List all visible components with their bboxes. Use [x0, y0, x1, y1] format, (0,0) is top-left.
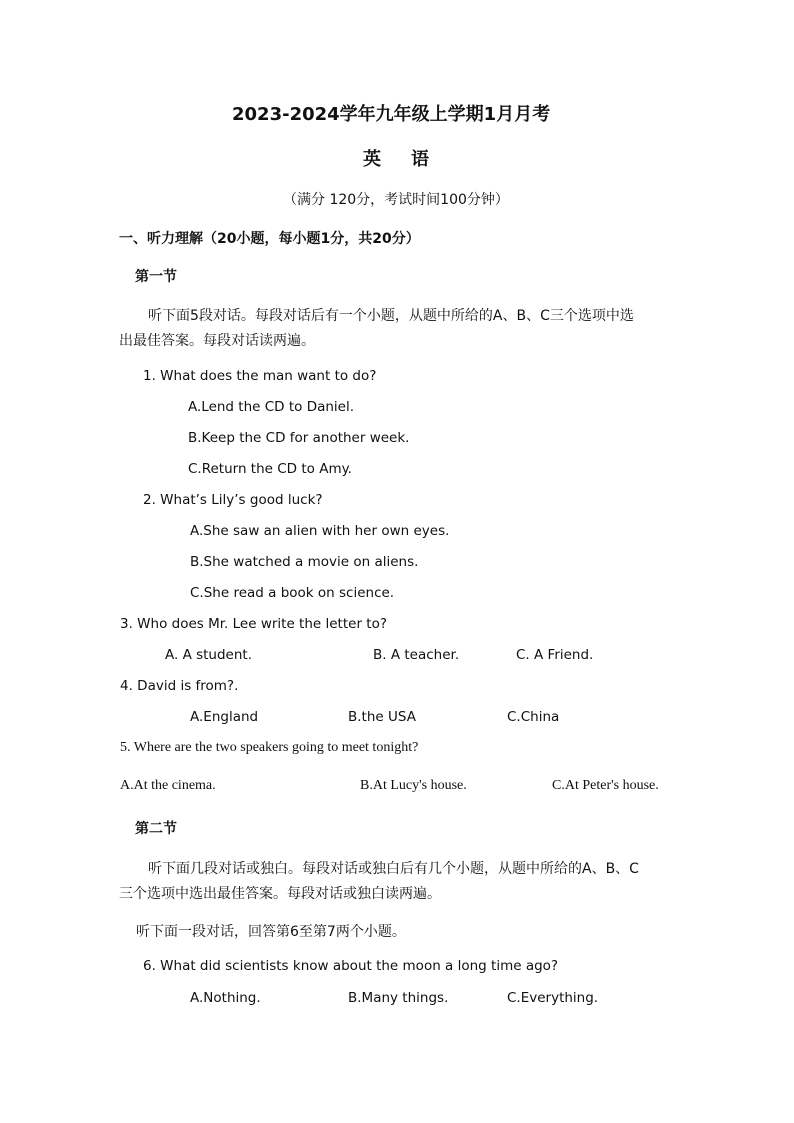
exam-title: 2023-2024学年九年级上学期1月月考: [232, 104, 551, 125]
answer-option: B.Many things.: [348, 990, 449, 1006]
answer-option: A. A student.: [165, 647, 253, 663]
answer-option: B.Keep the CD for another week.: [188, 430, 410, 446]
answer-option: A.Nothing.: [190, 990, 261, 1006]
answer-option: C.She read a book on science.: [190, 585, 395, 601]
answer-option: C.At Peter's house.: [552, 778, 659, 793]
question-stem: 1. What does the man want to do?: [143, 368, 377, 384]
section2-label: 第二节: [135, 821, 177, 837]
question-stem: 6. What did scientists know about the moon a long time ago?: [143, 958, 559, 974]
section1-instruction: 出最佳答案。每段对话读两遍。: [119, 333, 315, 349]
question-stem: 4. David is from?.: [120, 678, 239, 694]
section2-instruction: 三个选项中选出最佳答案。每段对话或独白读两遍。: [119, 886, 441, 902]
section2-instruction: 听下面几段对话或独白。每段对话或独白后有几个小题，从题中所给的A、B、C: [148, 861, 639, 877]
answer-option: B.the USA: [348, 709, 416, 725]
answer-option: C.Everything.: [507, 990, 599, 1006]
exam-note: （满分 120分，考试时间100分钟）: [283, 192, 509, 208]
section1-instruction: 听下面5段对话。每段对话后有一个小题，从题中所给的A、B、C三个选项中选: [148, 308, 634, 324]
subject-title: 英语: [363, 149, 459, 170]
answer-option: A.England: [190, 709, 259, 725]
answer-option: C.Return the CD to Amy.: [188, 461, 352, 477]
question-stem: 5. Where are the two speakers going to meet tonight?: [120, 740, 419, 755]
part1-heading: 一、听力理解（20小题，每小题1分，共20分）: [119, 231, 420, 247]
answer-option: B.At Lucy's house.: [360, 778, 467, 793]
question-stem: 3. Who does Mr. Lee write the letter to?: [120, 616, 388, 632]
answer-option: C.China: [507, 709, 560, 725]
answer-option: B. A teacher.: [373, 647, 460, 663]
answer-option: C. A Friend.: [516, 647, 594, 663]
answer-option: A.She saw an alien with her own eyes.: [190, 523, 450, 539]
answer-option: A.At the cinema.: [120, 778, 216, 793]
answer-option: B.She watched a movie on aliens.: [190, 554, 419, 570]
section1-label: 第一节: [135, 269, 177, 285]
sub-instruction: 听下面一段对话，回答第6至第7两个小题。: [136, 924, 406, 940]
answer-option: A.Lend the CD to Daniel.: [188, 399, 355, 415]
question-stem: 2. What’s Lily’s good luck?: [143, 492, 323, 508]
